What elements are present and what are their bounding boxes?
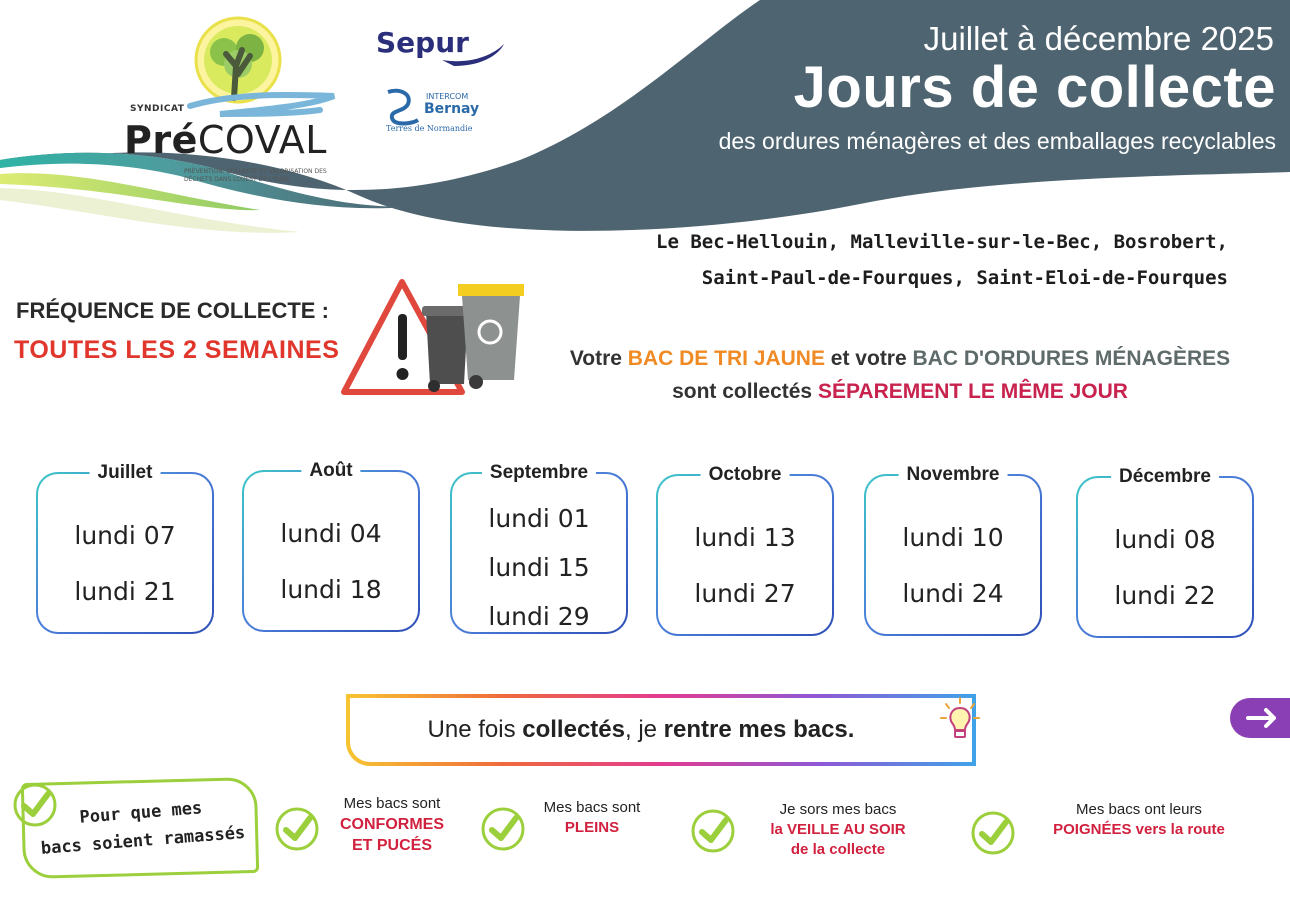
precoval-prefix: SYNDICAT bbox=[130, 104, 185, 114]
collection-date: lundi 21 bbox=[74, 577, 176, 606]
bernay-prefix: INTERCOM bbox=[426, 92, 469, 101]
banner-text: Une fois collectés, je rentre mes bacs. bbox=[427, 716, 855, 743]
frequency-label: FRÉQUENCE DE COLLECTE : bbox=[16, 298, 329, 323]
month-box-decembre bbox=[1076, 466, 1254, 638]
month-dates bbox=[452, 494, 626, 641]
bernay-name: Bernay bbox=[424, 101, 480, 117]
month-name: Juillet bbox=[90, 462, 161, 484]
checklist-item-veille: Je sors mes bacs la VEILLE AU SOIR de la collecte bbox=[770, 801, 906, 858]
bins-message-line-1: Votre BAC DE TRI JAUNE et votre BAC D'ORDURES MÉNAGÈRES bbox=[569, 347, 1231, 370]
lightbulb-icon bbox=[938, 696, 982, 744]
collection-date: lundi 08 bbox=[1114, 525, 1216, 554]
collection-date: lundi 04 bbox=[280, 519, 382, 548]
collection-date: lundi 27 bbox=[694, 579, 796, 608]
precoval-name: PréCOVAL bbox=[124, 118, 327, 162]
collection-date: lundi 22 bbox=[1114, 581, 1216, 610]
bring-bins-back-banner bbox=[346, 694, 976, 766]
checklist-item-conformes: Mes bacs sont CONFORMES ET PUCÉS bbox=[340, 795, 444, 854]
collection-date: lundi 29 bbox=[488, 602, 590, 631]
communes-line-1: Le Bec-Hellouin, Malleville-sur-le-Bec, Bosrobert, bbox=[656, 231, 1228, 253]
frequency-value: TOUTES LES 2 SEMAINES bbox=[14, 336, 340, 364]
month-dates bbox=[866, 510, 1040, 622]
month-box-juillet bbox=[36, 462, 214, 634]
month-name: Octobre bbox=[701, 464, 790, 486]
sepur-swoosh-icon bbox=[440, 38, 510, 68]
checklist-item-poignees: Mes bacs ont leurs POIGNÉES vers la route bbox=[1053, 801, 1225, 838]
checklist-item-pleins: Mes bacs sont PLEINS bbox=[543, 799, 641, 836]
month-name: Septembre bbox=[482, 462, 596, 484]
page-title: Jours de collecte bbox=[793, 55, 1276, 120]
month-box-novembre bbox=[864, 464, 1042, 636]
collection-date: lundi 18 bbox=[280, 575, 382, 604]
month-box-septembre bbox=[450, 462, 628, 634]
bins-message-line-2: sont collectés SÉPAREMENT LE MÊME JOUR bbox=[672, 380, 1128, 403]
yellow-bin-label: BAC DE TRI JAUNE bbox=[627, 347, 825, 370]
month-dates bbox=[244, 506, 418, 618]
month-dates bbox=[38, 508, 212, 620]
arrow-right-icon[interactable] bbox=[1228, 696, 1290, 740]
period-heading: Juillet à décembre 2025 bbox=[923, 20, 1274, 57]
warning-bins-graphic bbox=[340, 276, 540, 400]
checklist-intro-box bbox=[21, 777, 259, 879]
communes-list bbox=[656, 224, 1228, 296]
collection-date: lundi 24 bbox=[902, 579, 1004, 608]
collection-date: lundi 15 bbox=[488, 553, 590, 582]
collection-date: lundi 10 bbox=[902, 523, 1004, 552]
month-box-octobre bbox=[656, 464, 834, 636]
household-bin-label: BAC D'ORDURES MÉNAGÈRES bbox=[912, 347, 1231, 370]
bernay-subtitle: Terres de Normandie bbox=[386, 124, 473, 133]
month-box-aout bbox=[242, 460, 420, 632]
check-icon bbox=[970, 810, 1016, 856]
month-dates bbox=[1078, 512, 1252, 624]
communes-line-2: Saint-Paul-de-Fourques, Saint-Eloi-de-Fourques bbox=[701, 267, 1228, 289]
separately-emphasis: SÉPAREMENT LE MÊME JOUR bbox=[817, 380, 1128, 403]
wheelie-bins-icon bbox=[422, 284, 524, 392]
check-icon bbox=[274, 806, 320, 852]
month-name: Août bbox=[301, 460, 360, 482]
sepur-logo: Sepur bbox=[376, 26, 469, 59]
collection-date: lundi 13 bbox=[694, 523, 796, 552]
precoval-tagline: PRÉVENTION, COLLECTE ET VALORISATION DES DÉCHETS DANS LOUEST DE L'EURE bbox=[184, 168, 327, 183]
check-icon bbox=[690, 808, 736, 854]
month-name: Décembre bbox=[1111, 466, 1219, 488]
month-name: Novembre bbox=[899, 464, 1008, 486]
collection-date: lundi 07 bbox=[74, 521, 176, 550]
check-icon bbox=[480, 806, 526, 852]
collection-date: lundi 01 bbox=[488, 504, 590, 533]
checklist-intro: Pour que mes bacs soient ramassés bbox=[40, 798, 246, 859]
page-subtitle: des ordures ménagères et des emballages recyclables bbox=[718, 128, 1276, 154]
month-dates bbox=[658, 510, 832, 622]
bins-message bbox=[540, 342, 1260, 408]
